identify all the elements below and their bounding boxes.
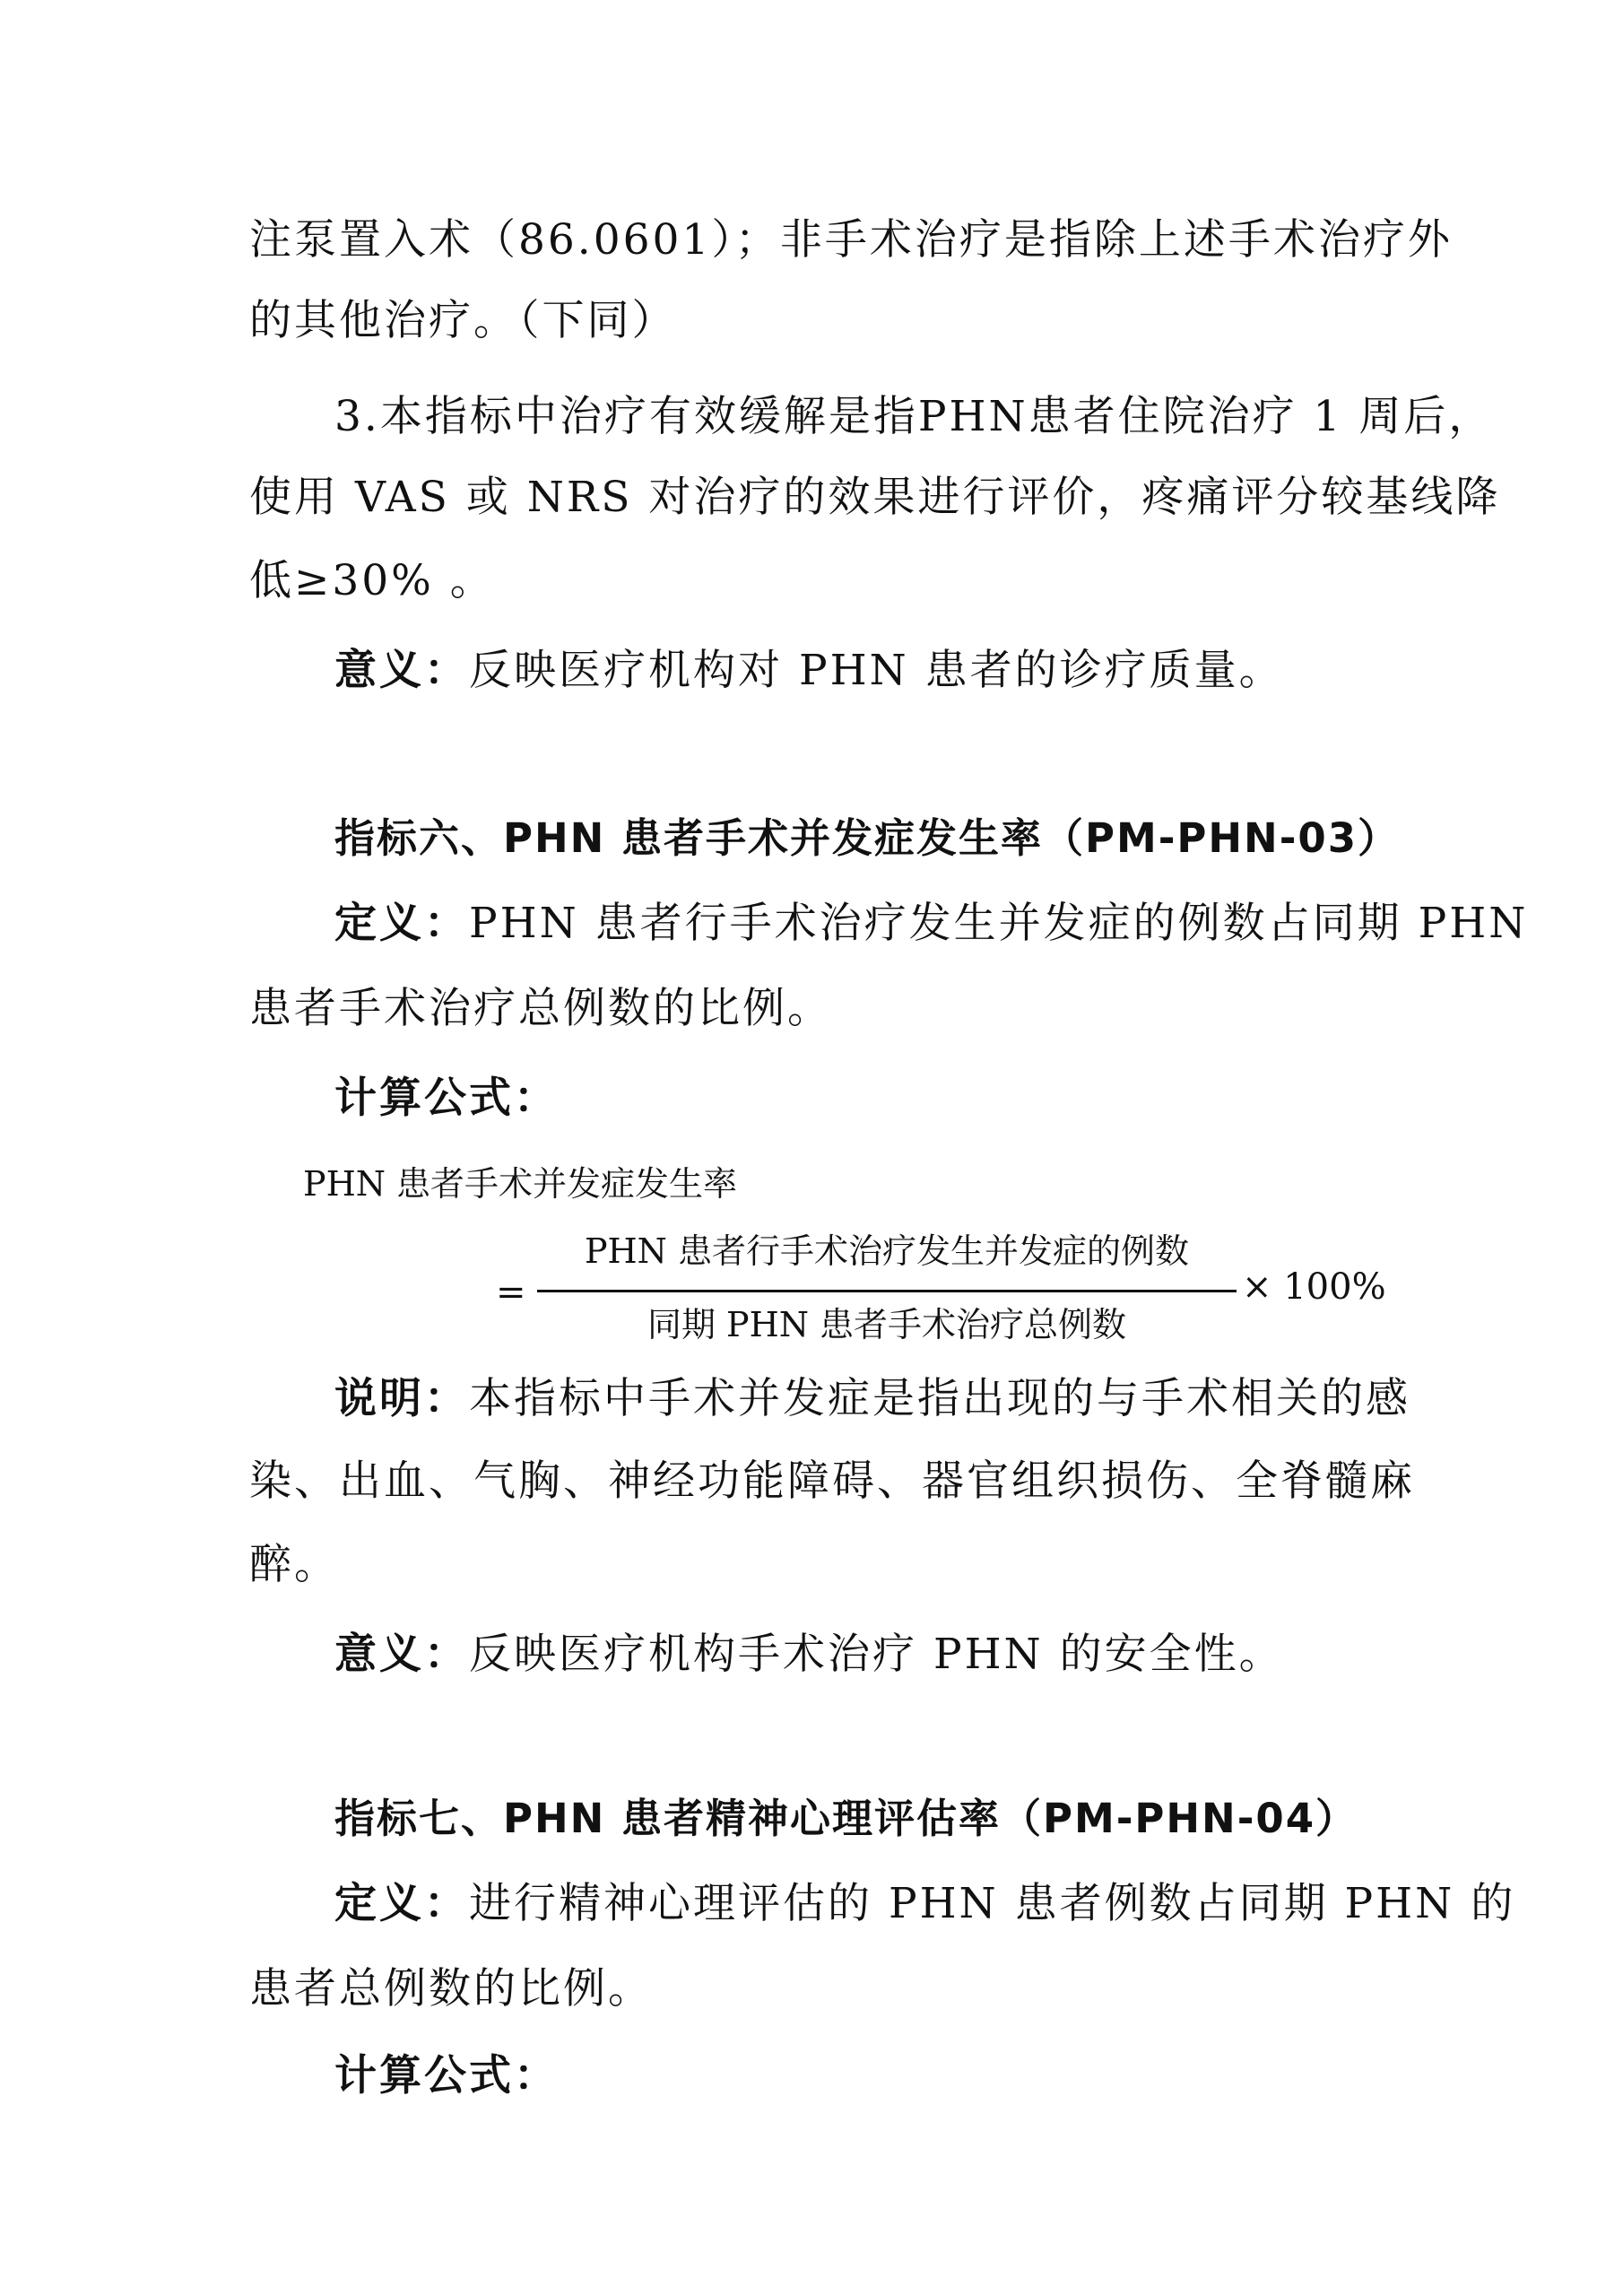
section-heading: 指标七、PHN 患者精神心理评估率（PM-PHN-04） [334,1795,1358,1842]
paragraph-line: 低≥30% 。 [249,556,495,605]
definition-label: 定义： [334,899,469,948]
paragraph-line: 3.本指标中治疗有效缓解是指PHN患者住院治疗 1 周后， [334,392,1494,441]
definition-paragraph [334,1877,1515,1931]
fraction-formula [496,1229,1386,1354]
meaning-label: 意义： [334,1630,469,1679]
formula-lhs: PHN 患者手术并发症发生率 [303,1164,738,1204]
paragraph-line: 的其他治疗。（下同） [249,296,677,345]
equals-sign: = [496,1272,526,1313]
note-text: 本指标中手术并发症是指出现的与手术相关的感 [469,1374,1410,1423]
meaning-paragraph [334,644,1284,698]
paragraph-line: 染、出血、气胸、神经功能障碍、器官组织损伤、全脊髓麻 [249,1457,1415,1506]
paragraph-line: 醉。 [249,1540,339,1589]
formula-label: 计算公式： [334,2051,559,2100]
meaning-label: 意义： [334,646,469,695]
fraction-bar [537,1290,1237,1292]
formula-multiplier: × 100% [1242,1266,1386,1308]
meaning-text: 反映医疗机构手术治疗 PHN 的安全性。 [469,1630,1284,1679]
formula-label: 计算公式： [334,1074,559,1123]
note-paragraph [334,1372,1410,1426]
definition-text: 进行精神心理评估的 PHN 患者例数占同期 PHN 的 [469,1879,1516,1928]
definition-text: PHN 患者行手术治疗发生并发症的例数占同期 PHN [469,899,1529,948]
note-label: 说明： [334,1374,469,1423]
section-heading: 指标六、PHN 患者手术并发症发生率（PM-PHN-03） [334,814,1401,862]
paragraph-line: 患者手术治疗总例数的比例。 [249,984,832,1033]
paragraph-line: 患者总例数的比例。 [249,1964,653,2013]
meaning-text: 反映医疗机构对 PHN 患者的诊疗质量。 [469,646,1284,695]
paragraph-line: 注泵置入术（86.0601）；非手术治疗是指除上述手术治疗外 [249,215,1453,265]
meaning-paragraph [334,1628,1284,1682]
paragraph-line: 使用 VAS 或 NRS 对治疗的效果进行评价，疼痛评分较基线降 [249,473,1501,522]
formula-numerator: PHN 患者行手术治疗发生并发症的例数 [584,1231,1190,1271]
formula-denominator: 同期 PHN 患者手术治疗总例数 [647,1305,1127,1344]
definition-label: 定义： [334,1879,469,1928]
definition-paragraph [334,897,1528,951]
